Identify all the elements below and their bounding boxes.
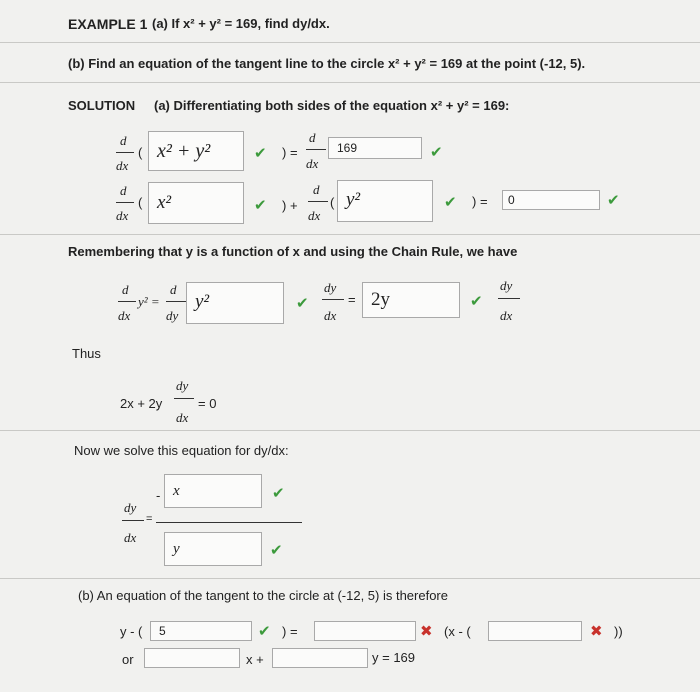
correct-check-icon: ✔	[607, 192, 620, 209]
divider	[0, 430, 700, 431]
d-numerator: d	[313, 182, 320, 197]
box-value: 5	[159, 624, 166, 638]
close-paren-equals: ) =	[282, 145, 298, 160]
box-value: 0	[508, 193, 515, 207]
answer-box-2y[interactable]	[362, 282, 460, 318]
solution-label: SOLUTION	[68, 98, 136, 113]
dy-denominator: dy	[166, 308, 179, 323]
fraction-line	[308, 201, 328, 202]
open-paren: (	[330, 195, 335, 210]
dx-denominator: dx	[116, 208, 129, 223]
correct-check-icon: ✔	[270, 542, 283, 559]
dx-denominator: dx	[118, 308, 131, 323]
y-squared-equals: y² =	[138, 294, 160, 309]
answer-box-denominator-y[interactable]	[164, 532, 262, 566]
fraction-line	[306, 149, 326, 150]
correct-check-icon: ✔	[444, 194, 457, 211]
answer-box-y2[interactable]	[337, 180, 433, 222]
dy-numerator: dy	[324, 280, 337, 295]
solve-text: Now we solve this equation for dy/dx:	[74, 443, 289, 458]
answer-box-y2-chain[interactable]	[186, 282, 284, 324]
thus-label: Thus	[72, 346, 101, 361]
answer-box-constant[interactable]	[272, 648, 368, 668]
close-paren-plus: ) +	[282, 198, 298, 213]
fraction-line	[322, 299, 344, 300]
fraction-line	[122, 520, 144, 521]
d-numerator: d	[170, 282, 177, 297]
correct-check-icon: ✔	[430, 144, 443, 161]
box-value: x²	[157, 192, 172, 213]
correct-check-icon: ✔	[254, 197, 267, 214]
d-numerator: d	[120, 183, 127, 198]
box-value: x² + y²	[157, 140, 211, 162]
fraction-line	[116, 152, 134, 153]
solution-intro: (a) Differentiating both sides of the equation x² + y² = 169:	[154, 98, 510, 113]
d-numerator: d	[309, 130, 316, 145]
x-minus-paren: (x - (	[444, 624, 471, 639]
divider	[0, 82, 700, 83]
fraction-line	[174, 398, 194, 399]
dx-denominator: dx	[308, 208, 321, 223]
part-a-question: (a) If x² + y² = 169, find dy/dx.	[152, 16, 330, 31]
correct-check-icon: ✔	[272, 485, 285, 502]
answer-box-numerator-x[interactable]	[164, 474, 262, 508]
x-plus: x +	[246, 652, 264, 667]
tangent-text: (b) An equation of the tangent to the circle at (-12, 5) is therefore	[78, 588, 448, 603]
dy-numerator: dy	[124, 500, 137, 515]
part-b-question: (b) Find an equation of the tangent line to the circle x² + y² = 169 at the point (-12, 5).	[68, 56, 586, 71]
answer-box-x2[interactable]	[148, 182, 244, 224]
answer-box-169[interactable]	[328, 137, 422, 159]
correct-check-icon: ✔	[296, 295, 309, 312]
box-value: y²	[195, 291, 210, 312]
answer-box-x2-plus-y2[interactable]	[148, 131, 244, 171]
box-value: 169	[337, 141, 358, 155]
close-paren-equals: ) =	[472, 194, 488, 209]
answer-box-slope[interactable]	[314, 621, 416, 641]
open-paren: (	[138, 145, 143, 160]
correct-check-icon: ✔	[254, 145, 267, 162]
dx-denominator: dx	[176, 410, 189, 425]
answer-box-5[interactable]	[150, 621, 252, 641]
fraction-line	[118, 301, 136, 302]
result-equation: y = 169	[372, 650, 416, 665]
fraction-line	[498, 298, 520, 299]
chain-rule-text: Remembering that y is a function of x and using the Chain Rule, we have	[68, 244, 518, 259]
box-value: y	[173, 541, 180, 557]
correct-check-icon: ✔	[258, 623, 271, 640]
answer-box-x-point[interactable]	[488, 621, 582, 641]
fraction-line	[166, 301, 186, 302]
open-paren: (	[138, 195, 143, 210]
correct-check-icon: ✔	[470, 293, 483, 310]
minus-sign: -	[156, 488, 161, 503]
equals-sign: =	[146, 513, 153, 525]
equals-sign: =	[348, 292, 356, 307]
dx-denominator: dx	[306, 156, 319, 171]
main-fraction-line	[156, 522, 302, 523]
d-numerator: d	[122, 282, 129, 297]
dx-denominator: dx	[500, 308, 513, 323]
incorrect-x-icon: ✖	[590, 623, 603, 640]
box-value: 2y	[371, 289, 390, 310]
box-value: y²	[346, 189, 361, 210]
incorrect-x-icon: ✖	[420, 623, 433, 640]
example-label: EXAMPLE 1	[68, 16, 148, 32]
divider	[0, 42, 700, 43]
dx-denominator: dx	[116, 158, 129, 173]
or-label: or	[122, 652, 134, 667]
dy-numerator: dy	[500, 278, 513, 293]
y-minus-paren: y - (	[120, 624, 143, 639]
fraction-line	[116, 202, 134, 203]
answer-box-zero[interactable]	[502, 190, 600, 210]
dy-numerator: dy	[176, 378, 189, 393]
answer-box-coefficient[interactable]	[144, 648, 240, 668]
d-numerator: d	[120, 133, 127, 148]
dx-denominator: dx	[124, 530, 137, 545]
divider	[0, 234, 700, 235]
close-paren-equals: ) =	[282, 624, 298, 639]
box-value: x	[173, 483, 180, 499]
divider	[0, 578, 700, 579]
equation-left: 2x + 2y	[120, 396, 163, 411]
dx-denominator: dx	[324, 308, 337, 323]
close-parens: ))	[614, 624, 623, 639]
equation-right: = 0	[198, 396, 217, 411]
